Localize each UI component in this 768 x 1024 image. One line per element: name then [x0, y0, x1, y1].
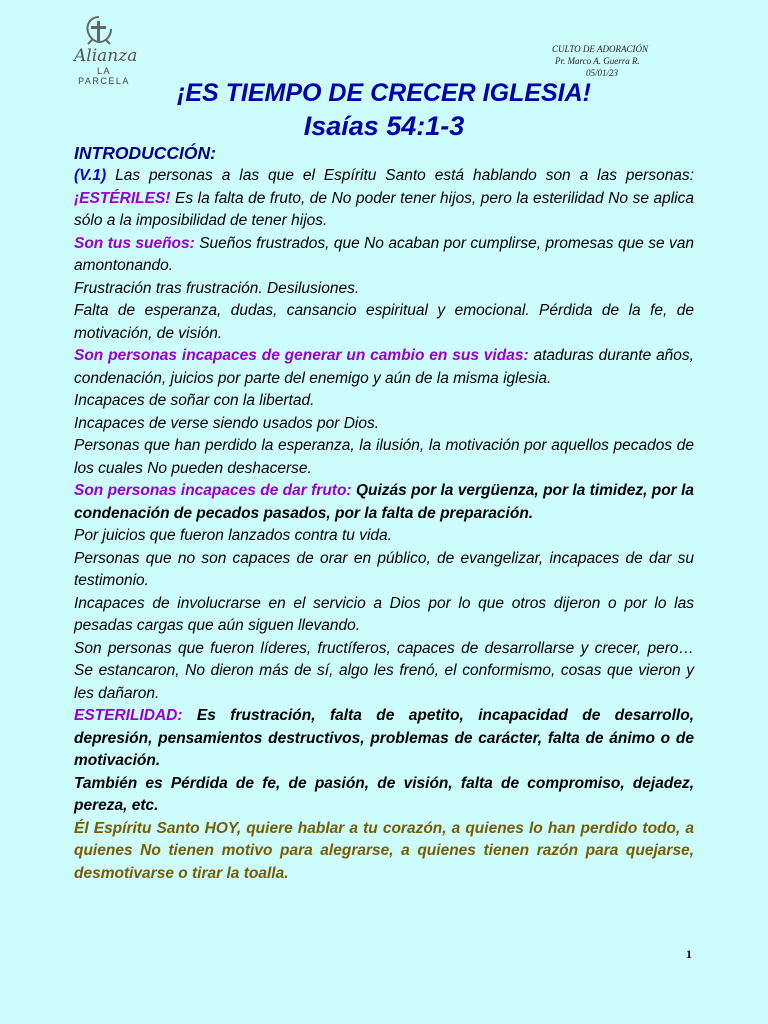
paragraph: [74, 345, 694, 390]
paragraph: Incapaces de involucrarse en el servicio a Dios por lo que otros dijeron o por lo las pesadas cargas que aún siguen llevando.: [74, 594, 694, 634]
paragraph: Él Espíritu Santo HOY, quiere hablar a tu corazón, a quienes lo han perdido todo, a quienes No tienen motivo para alegrarse, a quienes tienen razón para quejarse, desmotivarse o tirar la toalla.: [74, 819, 694, 882]
service-name: CULTO DE ADORACIÓN: [552, 44, 648, 54]
paragraph: Personas que han perdido la esperanza, la ilusión, la motivación por aquellos pecados de los cuales No pueden deshacerse.: [74, 437, 694, 477]
paragraph-text: Es la falta de fruto, de No poder tener hijos, pero la esterilidad No se aplica sólo a la imposibilidad de tener hijos.: [74, 189, 694, 229]
service-date: 05/01/23: [586, 68, 619, 78]
page-number: 1: [686, 947, 692, 961]
logo-brand-text: Alianza: [74, 46, 138, 66]
paragraph: Falta de esperanza, dudas, cansancio espiritual y emocional. Pérdida de la fe, de motivación, de visión.: [74, 302, 694, 342]
paragraph-text: ataduras durante años, condenación, juicios por parte del enemigo y aún de la misma iglesia.: [74, 347, 694, 387]
service-info: [548, 43, 678, 79]
highlight-text: ESTERILIDAD:: [74, 707, 183, 724]
paragraph: Frustración tras frustración. Desilusiones.: [74, 279, 360, 297]
paragraph: [74, 165, 694, 233]
highlight-text: Son personas incapaces de dar fruto:: [74, 482, 352, 499]
pastor-name: Pr. Marco A. Guerra R.: [555, 56, 640, 66]
sermon-body: [74, 165, 694, 885]
paragraph-text: Sueños frustrados, que No acaban por cumplirse, promesas que se van amontonando.: [74, 234, 694, 274]
verse-marker: (V.1): [74, 167, 107, 184]
intro-heading: INTRODUCCIÓN:: [74, 143, 216, 163]
bold-text: Quizás por la vergüenza, por la timidez, por la condenación de pecados pasados, por la falta de preparación.: [74, 482, 694, 522]
scripture-reference: Isaías 54:1-3: [303, 111, 465, 141]
highlight-text: Son personas incapaces de generar un cambio en sus vidas:: [74, 347, 529, 364]
page-title: ¡ES TIEMPO DE CRECER IGLESIA!: [177, 79, 591, 107]
paragraph: Incapaces de soñar con la libertad.: [74, 392, 315, 409]
paragraph: [74, 705, 694, 773]
paragraph: Por juicios que fueron lanzados contra tu vida.: [74, 527, 392, 544]
church-logo: [66, 16, 140, 86]
logo-subtitle: LA PARCELA: [78, 66, 130, 86]
highlight-text: Son tus sueños:: [74, 234, 195, 252]
paragraph: Son personas que fueron líderes, fructíferos, capaces de desarrollarse y crecer, pero… Se estancaron, No dieron más de sí, algo les frenó, el conformismo, cosas que vieron y les dañaron.: [74, 639, 694, 702]
paragraph: [74, 233, 694, 278]
paragraph: Personas que no son capaces de orar en público, de evangelizar, incapaces de dar su testimonio.: [74, 549, 694, 589]
bold-text: Es frustración, falta de apetito, incapacidad de desarrollo, depresión, pensamientos destructivos, problemas de carácter, falta de ánimo o de motivación.: [74, 707, 694, 769]
cross-emblem-icon: [82, 16, 116, 46]
paragraph: Incapaces de verse siendo usados por Dios.: [74, 414, 380, 432]
highlight-text: ¡ESTÉRILES!: [74, 189, 171, 207]
paragraph-text: Las personas a las que el Espíritu Santo está hablando son a las personas:: [106, 167, 694, 184]
paragraph: [74, 480, 694, 525]
paragraph: También es Pérdida de fe, de pasión, de visión, falta de compromiso, dejadez, pereza, etc.: [74, 774, 694, 814]
